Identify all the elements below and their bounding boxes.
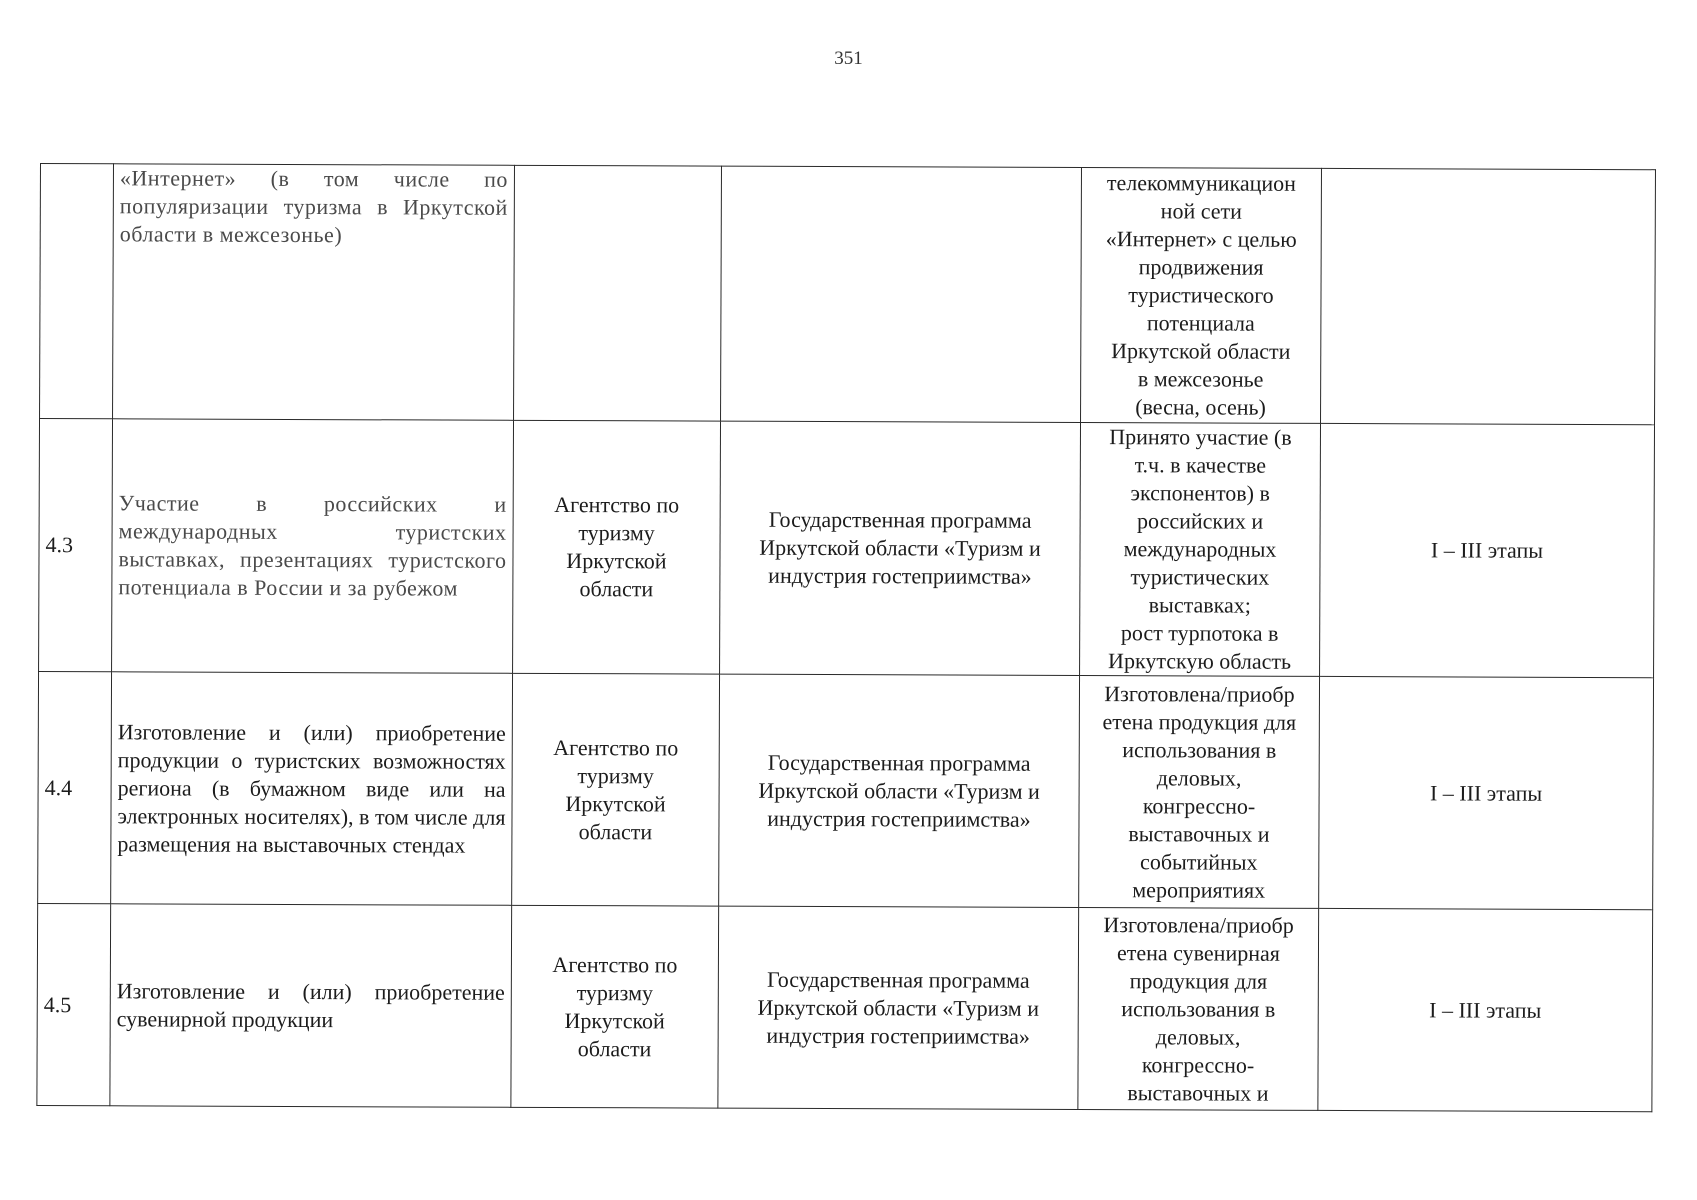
executor-cell (514, 165, 722, 421)
result-cell: телекоммуникацион ной сети «Интернет» с целью продвижения туристического потенциала Иркутской области в межсезонье (весна, осень) (1081, 167, 1322, 423)
period-cell: I – III этапы (1319, 676, 1654, 909)
measure-cell: Участие в российских и международных туристских выставках, презентациях туристского потенциала в России и за рубежом (112, 419, 514, 674)
table-row (40, 164, 1656, 425)
table-row (37, 903, 1653, 1111)
result-cell: Изготовлена/приобр етена продукция для использования в деловых, конгрессно- выставочных и событийных мероприятиях (1079, 675, 1320, 908)
executor-cell: Агентство по туризму Иркутской области (513, 420, 721, 674)
executor-cell: Агентство по туризму Иркутской области (512, 673, 720, 906)
measures-table (36, 163, 1656, 1112)
measure-cell: Изготовление и (или) приобретение продукции о туристских возможностях региона (в бумажном виде или на электронных носителях), в том числе для размещения на выставочных стендах (111, 672, 513, 906)
result-cell: Изготовлена/приобр етена сувенирная продукция для использования в деловых, конгрессно- выставочных и (1078, 907, 1319, 1110)
period-cell: I – III этапы (1320, 423, 1655, 677)
measure-cell: Изготовление и (или) приобретение сувенирной продукции (110, 904, 512, 1108)
program-cell: Государственная программа Иркутской области «Туризм и индустрия гостеприимства» (720, 421, 1081, 675)
program-cell: Государственная программа Иркутской области «Туризм и индустрия гостеприимства» (718, 906, 1079, 1109)
executor-cell: Агентство по туризму Иркутской области (511, 905, 719, 1108)
period-cell (1321, 168, 1656, 424)
row-number: 4.5 (37, 903, 111, 1105)
program-cell: Государственная программа Иркутской области «Туризм и индустрия гостеприимства» (719, 674, 1080, 907)
row-number: 4.3 (39, 419, 113, 672)
table-row (38, 671, 1654, 909)
measure-cell: «Интернет» (в том числе по популяризации туризма в Иркутской области в межсезонье) (113, 164, 515, 421)
table-row (39, 419, 1655, 678)
row-number (40, 164, 114, 419)
period-cell: I – III этапы (1318, 908, 1653, 1111)
result-cell: Принято участие (в т.ч. в качестве экспонентов) в российских и международных туристических выставках; рост турпотока в Иркутскую область (1080, 422, 1321, 676)
row-number: 4.4 (38, 671, 112, 903)
program-cell (721, 166, 1082, 422)
page-number: 351 (834, 48, 863, 69)
